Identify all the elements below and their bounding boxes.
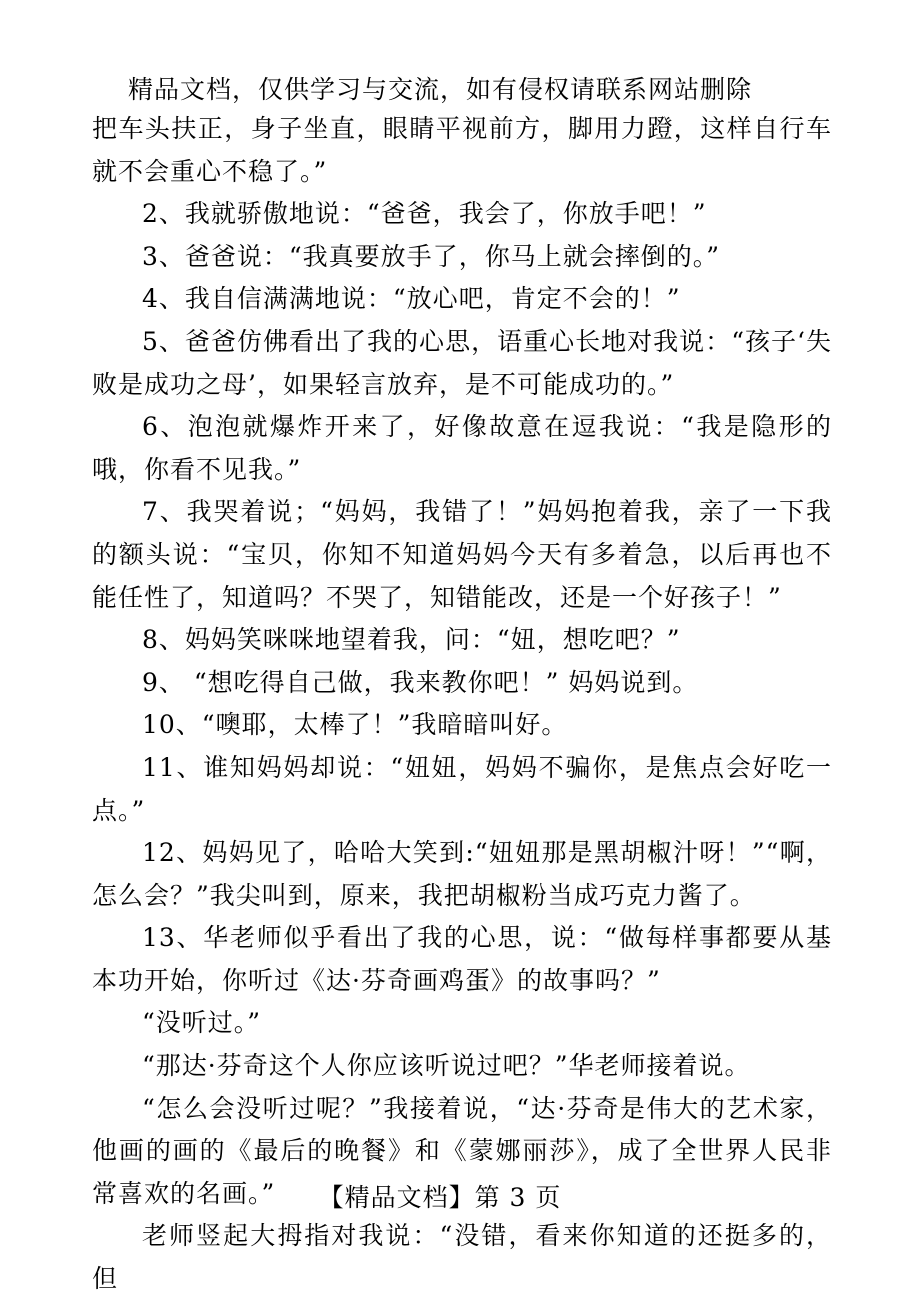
paragraph-15: “那达·芬奇这个人你应该听说过吧？”华老师接着说。 <box>142 1051 751 1081</box>
paragraph-3: 3、爸爸说：“我真要放手了，你马上就会摔倒的。” <box>142 241 720 271</box>
page-footer: 【精品文档】第 3 页 <box>318 1183 562 1212</box>
page-header: 精品文档，仅供学习与交流，如有侵权请联系网站删除 <box>127 75 752 104</box>
paragraph-17: 老师竖起大拇指对我说：“没错，看来你知道的还挺多的， 但 <box>92 1221 832 1294</box>
paragraph-5: 5、爸爸仿佛看出了我的心思，语重心长地对我说：“孩子‘失败是成功之母’，如果轻言放弃，是不可能成功的。” <box>92 326 832 399</box>
paragraph-14: “没听过。” <box>142 1008 262 1038</box>
paragraph-2: 2、我就骄傲地说：“爸爸，我会了，你放手吧！” <box>142 199 707 229</box>
paragraph-1: 把车头扶正，身子坐直，眼睛平视前方，脚用力蹬，这样自行车就不会重心不稳了。” <box>92 114 832 186</box>
paragraph-6: 6、泡泡就爆炸开来了，好像故意在逗我说：“我是隐形的哦，你看不见我。” <box>92 412 832 484</box>
paragraph-4: 4、我自信满满地说：“放心吧，肯定不会的！” <box>142 284 681 314</box>
paragraph-12: 12、妈妈见了，哈哈大笑到:“妞妞那是黑胡椒汁呀！”“啊，怎么会？”我尖叫到，原来，我把胡椒粉当成巧克力酱了。 <box>92 838 832 910</box>
document-body <box>92 108 832 1301</box>
paragraph-8: 8、妈妈笑咪咪地望着我，问：“妞，想吃吧？” <box>142 625 681 655</box>
paragraph-13: 13、华老师似乎看出了我的心思，说：“做每样事都要从基本功开始，你听过《达·芬奇画鸡蛋》的故事吗？” <box>92 923 832 995</box>
paragraph-9: 9、 “想吃得自己做，我来教你吧！” 妈妈说到。 <box>142 667 699 697</box>
paragraph-16: “怎么会没听过呢？”我接着说，“达·芬奇是伟大的艺术家，他画的画的《最后的晚餐》和《蒙娜丽莎》，成了全世界人民非常喜欢的名画。” <box>92 1093 832 1208</box>
paragraph-11: 11、谁知妈妈却说：“妞妞，妈妈不骗你，是焦点会好吃一点。” <box>92 752 832 825</box>
paragraph-10: 10、“噢耶，太棒了！”我暗暗叫好。 <box>142 710 568 740</box>
paragraph-7: 7、我哭着说；“妈妈，我错了！”妈妈抱着我，亲了一下我的额头说：“宝贝，你知不知道妈妈今天有多着急，以后再也不能任性了，知道吗？不哭了，知错能改，还是一个好孩子！” <box>92 497 832 612</box>
